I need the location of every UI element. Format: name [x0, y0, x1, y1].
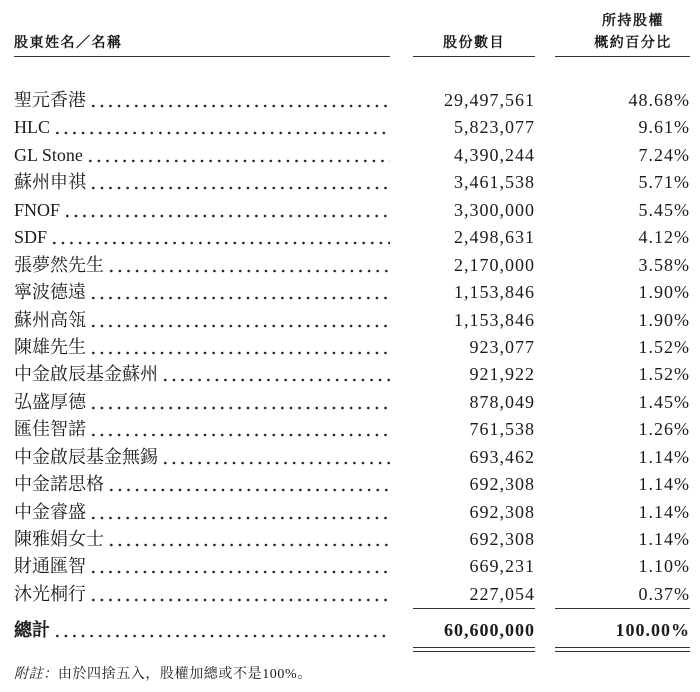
shareholding-percent: 9.61%: [638, 117, 690, 138]
shareholder-name-cell: [14, 114, 390, 141]
table-row: [0, 471, 700, 498]
shareholder-name: 中金啟辰基金蘇州: [14, 364, 158, 385]
shareholder-name-cell: [14, 197, 390, 224]
shareholder-name-cell: [14, 361, 390, 388]
shareholder-name: 陳雄先生: [14, 336, 86, 357]
dot-leader: [89, 334, 390, 361]
column-header-percent-line1: 所持股權: [602, 12, 664, 28]
total-double-rule-percent-top: [555, 647, 690, 648]
dot-leader: [50, 224, 390, 251]
table-row: [0, 224, 700, 251]
footnote: [14, 665, 312, 685]
footnote-text: 由於四捨五入，股權加總或不是100%。: [57, 667, 312, 682]
shareholding-percent: 7.24%: [638, 144, 690, 165]
share-count: 923,077: [469, 336, 535, 357]
share-count: 1,153,846: [454, 282, 535, 303]
shareholder-name-cell: [14, 252, 390, 279]
shareholding-percent: 5.71%: [638, 172, 690, 193]
shareholder-name: 中金諾思格: [14, 474, 104, 495]
shareholder-name-cell: [14, 444, 390, 471]
column-header-name: 股東姓名／名稱: [14, 34, 123, 50]
header-underline-name: [14, 56, 390, 57]
share-count: 5,823,077: [454, 117, 535, 138]
shareholder-name: 財通匯智: [14, 556, 86, 577]
table-row: [0, 87, 700, 114]
table-row: [0, 499, 700, 526]
dot-leader: [89, 87, 390, 114]
shareholder-name-cell: [14, 553, 390, 580]
table-row: [0, 553, 700, 580]
shareholder-name: 弘盛厚德: [14, 391, 86, 412]
shareholding-percent: 3.58%: [638, 254, 690, 275]
shareholding-percent: 1.26%: [638, 419, 690, 440]
share-count: 921,922: [469, 364, 535, 385]
shareholding-percent: 48.68%: [628, 90, 690, 110]
shareholder-name-cell: [14, 581, 390, 608]
shareholding-percent: 5.45%: [638, 199, 690, 220]
table-row: [0, 169, 700, 196]
total-label-cell: [14, 617, 390, 644]
table-row: [0, 334, 700, 361]
dot-leader: [89, 416, 390, 443]
header-underline-shares: [413, 56, 535, 57]
share-count: 1,153,846: [454, 309, 535, 330]
share-count: 3,300,000: [454, 199, 535, 220]
share-count: 692,308: [469, 529, 535, 550]
dot-leader: [107, 471, 390, 498]
shareholder-name: 寧波德遠: [14, 282, 86, 303]
shareholding-percent: 0.37%: [638, 583, 690, 604]
column-header-percent-line2: 概約百分比: [594, 34, 672, 50]
share-count: 29,497,561: [444, 90, 535, 110]
dot-leader: [63, 197, 390, 224]
total-shares: 60,600,000: [444, 620, 535, 640]
share-count: 692,308: [469, 501, 535, 522]
dot-leader: [161, 361, 390, 388]
table-row: [0, 142, 700, 169]
shareholding-percent: 1.14%: [638, 474, 690, 495]
shareholding-percent: 1.52%: [638, 336, 690, 357]
dot-leader: [53, 114, 390, 141]
shareholding-percent: 1.10%: [638, 556, 690, 577]
shareholder-name: FNOF: [14, 199, 61, 220]
shareholder-name: 蘇州高瓴: [14, 309, 86, 330]
shareholder-name: SDF: [14, 227, 48, 248]
shareholder-name-cell: [14, 526, 390, 553]
dot-leader: [89, 389, 390, 416]
shareholding-percent: 1.90%: [638, 282, 690, 303]
total-double-rule-shares-top: [413, 647, 535, 648]
dot-leader: [89, 279, 390, 306]
shareholding-percent: 1.14%: [638, 501, 690, 522]
shareholder-name: 沐光桐行: [14, 583, 86, 604]
shareholder-name-cell: [14, 471, 390, 498]
dot-leader: [161, 444, 390, 471]
share-count: 878,049: [469, 391, 535, 412]
subtotal-rule-shares: [413, 608, 535, 609]
table-row: [0, 416, 700, 443]
share-count: 761,538: [469, 419, 535, 440]
table-row: [0, 252, 700, 279]
dot-leader: [53, 617, 390, 644]
total-row: [0, 617, 700, 644]
table-row: [0, 307, 700, 334]
table-row: [0, 279, 700, 306]
shareholder-name: 張夢然先生: [14, 254, 104, 275]
shareholder-name-cell: [14, 87, 390, 114]
shareholder-name: 匯佳智諾: [14, 419, 86, 440]
total-double-rule-percent-bottom: [555, 651, 690, 652]
share-count: 3,461,538: [454, 172, 535, 193]
shareholder-name-cell: [14, 279, 390, 306]
total-label: 總計: [14, 620, 50, 640]
shareholder-name-cell: [14, 334, 390, 361]
dot-leader: [89, 307, 390, 334]
dot-leader: [89, 169, 390, 196]
table-row: [0, 581, 700, 608]
dot-leader: [89, 581, 390, 608]
shareholding-percent: 1.14%: [638, 446, 690, 467]
table-row: [0, 114, 700, 141]
shareholding-percent: 4.12%: [638, 227, 690, 248]
share-count: 4,390,244: [454, 144, 535, 165]
shareholding-percent: 1.52%: [638, 364, 690, 385]
share-count: 692,308: [469, 474, 535, 495]
total-percent: 100.00%: [615, 620, 690, 640]
shareholder-name: 中金啟辰基金無錫: [14, 446, 158, 467]
footnote-label: 附註：: [14, 667, 58, 682]
share-count: 693,462: [469, 446, 535, 467]
header-underline-percent: [555, 56, 690, 57]
dot-leader: [89, 553, 390, 580]
shareholder-name-cell: [14, 416, 390, 443]
shareholding-percent: 1.14%: [638, 529, 690, 550]
table-row: [0, 197, 700, 224]
dot-leader: [107, 252, 390, 279]
shareholder-name-cell: [14, 169, 390, 196]
shareholder-name-cell: [14, 499, 390, 526]
shareholder-name: 聖元香港: [14, 90, 86, 110]
shareholder-name: HLC: [14, 117, 50, 138]
shareholder-name-cell: [14, 224, 390, 251]
shareholder-name-cell: [14, 142, 390, 169]
share-count: 227,054: [469, 583, 535, 604]
table-row: [0, 526, 700, 553]
shareholder-name-cell: [14, 389, 390, 416]
shareholder-name: GL Stone: [14, 144, 83, 165]
shareholder-name-cell: [14, 307, 390, 334]
shareholder-name: 中金睿盛: [14, 501, 86, 522]
table-row: [0, 389, 700, 416]
shareholder-name: 蘇州申祺: [14, 172, 86, 193]
table-row: [0, 444, 700, 471]
share-count: 2,170,000: [454, 254, 535, 275]
column-header-shares: 股份數目: [443, 34, 505, 50]
shareholding-percent: 1.90%: [638, 309, 690, 330]
total-double-rule-shares-bottom: [413, 651, 535, 652]
dot-leader: [107, 526, 390, 553]
shareholder-name: 陳雅娟女士: [14, 529, 104, 550]
subtotal-rule-percent: [555, 608, 690, 609]
table-row: [0, 361, 700, 388]
dot-leader: [86, 142, 390, 169]
share-count: 669,231: [469, 556, 535, 577]
share-count: 2,498,631: [454, 227, 535, 248]
dot-leader: [89, 499, 390, 526]
shareholding-percent: 1.45%: [638, 391, 690, 412]
